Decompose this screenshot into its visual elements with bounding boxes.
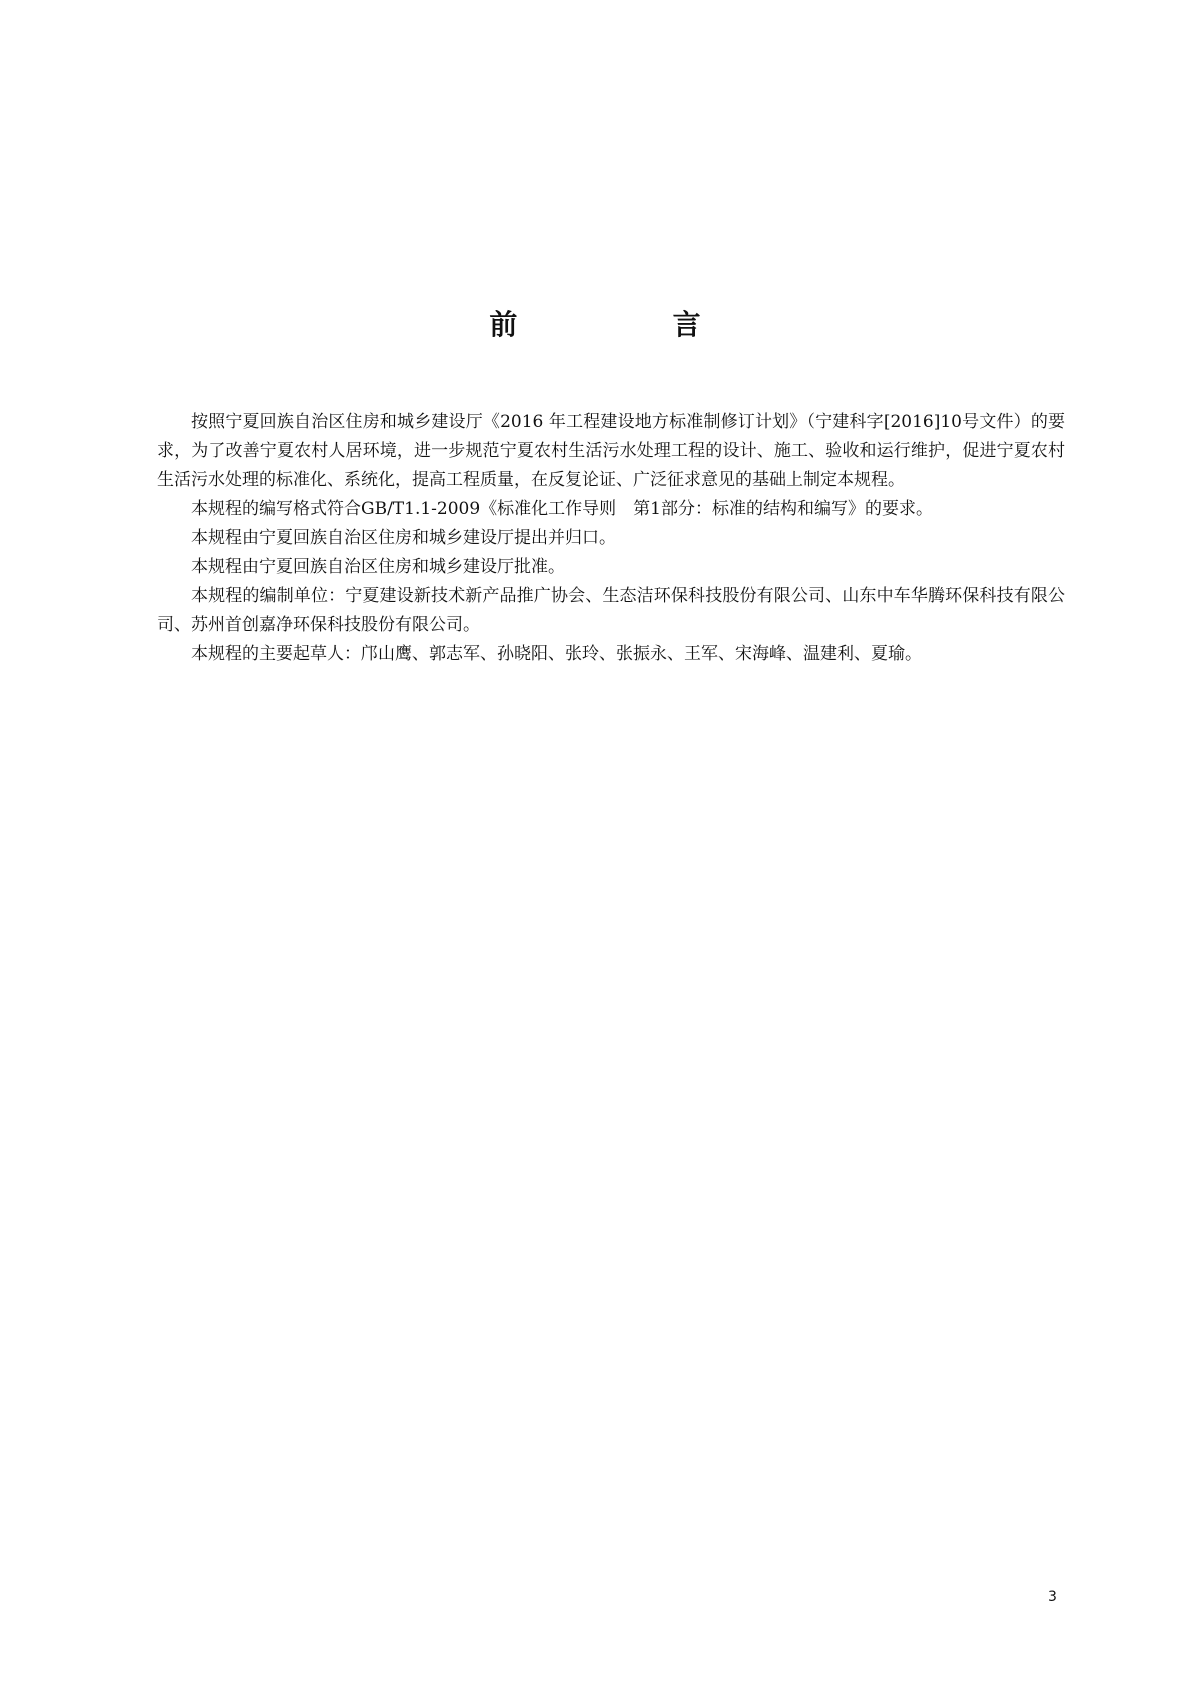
paragraph-drafting-units: 本规程的编制单位：宁夏建设新技术新产品推广协会、生态洁环保科技股份有限公司、山东中车华腾环保科技有限公司、苏州首创嘉净环保科技股份有限公司。 [157,586,1065,635]
page-title: 前 言 [489,308,774,341]
paragraph-proposer: 本规程由宁夏回族自治区住房和城乡建设厅提出并归口。 [191,528,616,548]
foreword-body [157,408,1065,669]
paragraph-approver: 本规程由宁夏回族自治区住房和城乡建设厅批准。 [191,557,565,577]
paragraph-drafters: 本规程的主要起草人：邝山鹰、郭志军、孙晓阳、张玲、张振永、王军、宋海峰、温建利、夏瑜。 [191,644,922,664]
paragraph-format-standard: 本规程的编写格式符合GB/T1.1-2009《标准化工作导则 第1部分：标准的结构和编写》的要求。 [191,499,933,519]
page-number: 3 [1048,1589,1057,1605]
paragraph-plan-basis: 按照宁夏回族自治区住房和城乡建设厅《2016 年工程建设地方标准制修订计划》（宁建科字[2016]10号文件）的要求，为了改善宁夏农村人居环境，进一步规范宁夏农村生活污水处理工程的设计、施工、验收和运行维护，促进宁夏农村生活污水处理的标准化、系统化，提高工程质量，在反复论证、广泛征求意见的基础上制定本规程。 [157,412,1065,490]
